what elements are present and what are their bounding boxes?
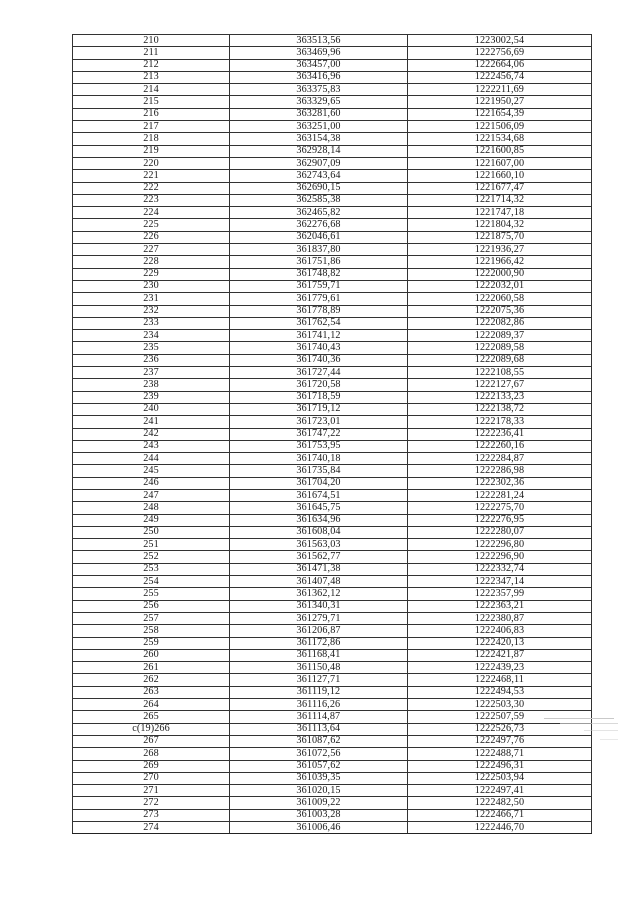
table-row [73, 231, 592, 243]
y-coordinate-cell: 1221950,27 [408, 96, 592, 108]
table-row [73, 157, 592, 169]
table-row [73, 797, 592, 809]
table-row [73, 563, 592, 575]
y-coordinate-cell: 1222756,69 [408, 47, 592, 59]
table-row [73, 428, 592, 440]
point-number-cell: 220 [73, 157, 230, 169]
x-coordinate-cell: 361720,58 [230, 379, 408, 391]
x-coordinate-cell: 361740,43 [230, 342, 408, 354]
table-row [73, 785, 592, 797]
y-coordinate-cell: 1222456,74 [408, 71, 592, 83]
y-coordinate-cell: 1222488,71 [408, 748, 592, 760]
point-number-cell: 274 [73, 822, 230, 834]
point-number-cell: 269 [73, 760, 230, 772]
y-coordinate-cell: 1222421,87 [408, 649, 592, 661]
y-coordinate-cell: 1222286,98 [408, 465, 592, 477]
y-coordinate-cell: 1222275,70 [408, 502, 592, 514]
point-number-cell: 272 [73, 797, 230, 809]
y-coordinate-cell: 1222127,67 [408, 379, 592, 391]
point-number-cell: 227 [73, 244, 230, 256]
x-coordinate-cell: 361150,48 [230, 662, 408, 674]
point-number-cell: 241 [73, 416, 230, 428]
point-number-cell: 256 [73, 600, 230, 612]
point-number-cell: 213 [73, 71, 230, 83]
x-coordinate-cell: 362276,68 [230, 219, 408, 231]
x-coordinate-cell: 363329,65 [230, 96, 408, 108]
x-coordinate-cell: 361562,77 [230, 551, 408, 563]
point-number-cell: 245 [73, 465, 230, 477]
point-number-cell: 267 [73, 735, 230, 747]
table-row [73, 465, 592, 477]
x-coordinate-cell: 363469,96 [230, 47, 408, 59]
y-coordinate-cell: 1222000,90 [408, 268, 592, 280]
point-number-cell: 244 [73, 453, 230, 465]
point-number-cell: 232 [73, 305, 230, 317]
table-row [73, 330, 592, 342]
x-coordinate-cell: 362743,64 [230, 170, 408, 182]
table-row [73, 305, 592, 317]
x-coordinate-cell: 361471,38 [230, 563, 408, 575]
y-coordinate-cell: 1221677,47 [408, 182, 592, 194]
y-coordinate-cell: 1222494,53 [408, 686, 592, 698]
x-coordinate-cell: 363375,83 [230, 84, 408, 96]
point-number-cell: 223 [73, 194, 230, 206]
y-coordinate-cell: 1222363,21 [408, 600, 592, 612]
x-coordinate-cell: 361072,56 [230, 748, 408, 760]
x-coordinate-cell: 361168,41 [230, 649, 408, 661]
table-row [73, 280, 592, 292]
point-number-cell: 235 [73, 342, 230, 354]
x-coordinate-cell: 361057,62 [230, 760, 408, 772]
x-coordinate-cell: 361727,44 [230, 367, 408, 379]
point-number-cell: 271 [73, 785, 230, 797]
point-number-cell: 263 [73, 686, 230, 698]
y-coordinate-cell: 1221875,70 [408, 231, 592, 243]
y-coordinate-cell: 1222482,50 [408, 797, 592, 809]
x-coordinate-cell: 361759,71 [230, 280, 408, 292]
table-row [73, 219, 592, 231]
y-coordinate-cell: 1222260,16 [408, 440, 592, 452]
x-coordinate-cell: 361003,28 [230, 809, 408, 821]
point-number-cell: 258 [73, 625, 230, 637]
y-coordinate-cell: 1222439,23 [408, 662, 592, 674]
x-coordinate-cell: 361723,01 [230, 416, 408, 428]
y-coordinate-cell: 1222211,69 [408, 84, 592, 96]
point-number-cell: 259 [73, 637, 230, 649]
y-coordinate-cell: 1222357,99 [408, 588, 592, 600]
point-number-cell: 250 [73, 526, 230, 538]
table-row [73, 379, 592, 391]
point-number-cell: 246 [73, 477, 230, 489]
table-row [73, 576, 592, 588]
y-coordinate-cell: 1221600,85 [408, 145, 592, 157]
table-row [73, 674, 592, 686]
table-row [73, 699, 592, 711]
point-number-cell: 260 [73, 649, 230, 661]
x-coordinate-cell: 362907,09 [230, 157, 408, 169]
x-coordinate-cell: 363457,00 [230, 59, 408, 71]
point-number-cell: 239 [73, 391, 230, 403]
x-coordinate-cell: 362046,61 [230, 231, 408, 243]
table-row [73, 121, 592, 133]
y-coordinate-cell: 1223002,54 [408, 35, 592, 47]
table-row [73, 600, 592, 612]
x-coordinate-cell: 361740,36 [230, 354, 408, 366]
table-row [73, 108, 592, 120]
point-number-cell: 210 [73, 35, 230, 47]
table-row [73, 145, 592, 157]
table-row [73, 551, 592, 563]
x-coordinate-cell: 363416,96 [230, 71, 408, 83]
table-row [73, 822, 592, 834]
table-row [73, 207, 592, 219]
table-row [73, 47, 592, 59]
y-coordinate-cell: 1222280,07 [408, 526, 592, 538]
point-number-cell: 254 [73, 576, 230, 588]
table-row [73, 244, 592, 256]
table-row [73, 35, 592, 47]
x-coordinate-cell: 362690,15 [230, 182, 408, 194]
point-number-cell: 222 [73, 182, 230, 194]
x-coordinate-cell: 361006,46 [230, 822, 408, 834]
table-row [73, 256, 592, 268]
table-row [73, 637, 592, 649]
y-coordinate-cell: 1222406,83 [408, 625, 592, 637]
x-coordinate-cell: 361608,04 [230, 526, 408, 538]
table-row [73, 96, 592, 108]
y-coordinate-cell: 1222296,80 [408, 539, 592, 551]
x-coordinate-cell: 361741,12 [230, 330, 408, 342]
point-number-cell: 226 [73, 231, 230, 243]
table-row [73, 293, 592, 305]
point-number-cell: 240 [73, 403, 230, 415]
y-coordinate-cell: 1222284,87 [408, 453, 592, 465]
table-row [73, 748, 592, 760]
x-coordinate-cell: 361634,96 [230, 514, 408, 526]
x-coordinate-cell: 361837,80 [230, 244, 408, 256]
y-coordinate-cell: 1222302,36 [408, 477, 592, 489]
table-row [73, 662, 592, 674]
x-coordinate-cell: 361719,12 [230, 403, 408, 415]
x-coordinate-cell: 361778,89 [230, 305, 408, 317]
y-coordinate-cell: 1222133,23 [408, 391, 592, 403]
table-row [73, 502, 592, 514]
point-number-cell: 265 [73, 711, 230, 723]
table-row [73, 317, 592, 329]
x-coordinate-cell: 362465,82 [230, 207, 408, 219]
table-row [73, 268, 592, 280]
x-coordinate-cell: 361748,82 [230, 268, 408, 280]
y-coordinate-cell: 1222082,86 [408, 317, 592, 329]
table-row [73, 526, 592, 538]
x-coordinate-cell: 361674,51 [230, 489, 408, 501]
x-coordinate-cell: 361779,61 [230, 293, 408, 305]
table-row [73, 354, 592, 366]
x-coordinate-cell: 361751,86 [230, 256, 408, 268]
point-number-cell: 231 [73, 293, 230, 305]
point-number-cell: 247 [73, 489, 230, 501]
table-row [73, 133, 592, 145]
table-row [73, 391, 592, 403]
x-coordinate-cell: 362928,14 [230, 145, 408, 157]
y-coordinate-cell: 1222138,72 [408, 403, 592, 415]
x-coordinate-cell: 361362,12 [230, 588, 408, 600]
y-coordinate-cell: 1222497,41 [408, 785, 592, 797]
x-coordinate-cell: 361279,71 [230, 612, 408, 624]
point-number-cell: 225 [73, 219, 230, 231]
table-row [73, 416, 592, 428]
table-row [73, 539, 592, 551]
x-coordinate-cell: 361718,59 [230, 391, 408, 403]
y-coordinate-cell: 1222380,87 [408, 612, 592, 624]
y-coordinate-cell: 1222446,70 [408, 822, 592, 834]
point-number-cell: 214 [73, 84, 230, 96]
x-coordinate-cell: 361020,15 [230, 785, 408, 797]
point-number-cell: 262 [73, 674, 230, 686]
point-number-cell: 229 [73, 268, 230, 280]
point-number-cell: 237 [73, 367, 230, 379]
y-coordinate-cell: 1222032,01 [408, 280, 592, 292]
point-number-cell: 251 [73, 539, 230, 551]
y-coordinate-cell: 1222276,95 [408, 514, 592, 526]
point-number-cell: 268 [73, 748, 230, 760]
y-coordinate-cell: 1222108,55 [408, 367, 592, 379]
point-number-cell: 249 [73, 514, 230, 526]
point-number-cell: 216 [73, 108, 230, 120]
point-number-cell: 238 [73, 379, 230, 391]
point-number-cell: 264 [73, 699, 230, 711]
table-row [73, 403, 592, 415]
x-coordinate-cell: 361340,31 [230, 600, 408, 612]
y-coordinate-cell: 1222507,59 [408, 711, 592, 723]
coordinates-table [72, 34, 592, 834]
x-coordinate-cell: 361087,62 [230, 735, 408, 747]
point-number-cell: 215 [73, 96, 230, 108]
table-row [73, 711, 592, 723]
x-coordinate-cell: 361753,95 [230, 440, 408, 452]
y-coordinate-cell: 1222281,24 [408, 489, 592, 501]
y-coordinate-cell: 1222503,30 [408, 699, 592, 711]
point-number-cell: 218 [73, 133, 230, 145]
x-coordinate-cell: 361740,18 [230, 453, 408, 465]
point-number-cell: 219 [73, 145, 230, 157]
table-row [73, 625, 592, 637]
y-coordinate-cell: 1222420,13 [408, 637, 592, 649]
y-coordinate-cell: 1222526,73 [408, 723, 592, 735]
x-coordinate-cell: 361113,64 [230, 723, 408, 735]
y-coordinate-cell: 1221804,32 [408, 219, 592, 231]
coordinates-table-body [73, 35, 592, 834]
y-coordinate-cell: 1221660,10 [408, 170, 592, 182]
table-row [73, 477, 592, 489]
point-number-cell: 255 [73, 588, 230, 600]
x-coordinate-cell: 361563,03 [230, 539, 408, 551]
table-row [73, 453, 592, 465]
x-coordinate-cell: 361009,22 [230, 797, 408, 809]
x-coordinate-cell: 361116,26 [230, 699, 408, 711]
y-coordinate-cell: 1222296,90 [408, 551, 592, 563]
point-number-cell: 224 [73, 207, 230, 219]
point-number-cell: 242 [73, 428, 230, 440]
y-coordinate-cell: 1222496,31 [408, 760, 592, 772]
point-number-cell: 228 [73, 256, 230, 268]
point-number-cell: 217 [73, 121, 230, 133]
y-coordinate-cell: 1221747,18 [408, 207, 592, 219]
point-number-cell: 236 [73, 354, 230, 366]
x-coordinate-cell: 361114,87 [230, 711, 408, 723]
x-coordinate-cell: 361747,22 [230, 428, 408, 440]
table-row [73, 489, 592, 501]
point-number-cell: 261 [73, 662, 230, 674]
x-coordinate-cell: 361704,20 [230, 477, 408, 489]
x-coordinate-cell: 361127,71 [230, 674, 408, 686]
table-row [73, 170, 592, 182]
point-number-cell: 270 [73, 772, 230, 784]
y-coordinate-cell: 1221534,68 [408, 133, 592, 145]
y-coordinate-cell: 1222497,76 [408, 735, 592, 747]
table-row [73, 649, 592, 661]
y-coordinate-cell: 1222089,37 [408, 330, 592, 342]
x-coordinate-cell: 361119,12 [230, 686, 408, 698]
x-coordinate-cell: 363281,60 [230, 108, 408, 120]
x-coordinate-cell: 363513,56 [230, 35, 408, 47]
point-number-cell: 233 [73, 317, 230, 329]
table-row [73, 194, 592, 206]
point-number-cell: 273 [73, 809, 230, 821]
y-coordinate-cell: 1222503,94 [408, 772, 592, 784]
x-coordinate-cell: 361039,35 [230, 772, 408, 784]
table-row [73, 342, 592, 354]
x-coordinate-cell: 361172,86 [230, 637, 408, 649]
y-coordinate-cell: 1221714,32 [408, 194, 592, 206]
point-number-cell: 257 [73, 612, 230, 624]
table-row [73, 71, 592, 83]
table-row [73, 809, 592, 821]
point-number-cell: 212 [73, 59, 230, 71]
y-coordinate-cell: 1222089,58 [408, 342, 592, 354]
x-coordinate-cell: 361762,54 [230, 317, 408, 329]
point-number-cell: 211 [73, 47, 230, 59]
point-number-cell: 252 [73, 551, 230, 563]
y-coordinate-cell: 1222060,58 [408, 293, 592, 305]
x-coordinate-cell: 363251,00 [230, 121, 408, 133]
table-row [73, 84, 592, 96]
point-number-cell: 230 [73, 280, 230, 292]
table-row [73, 588, 592, 600]
point-number-cell: 253 [73, 563, 230, 575]
table-row [73, 723, 592, 735]
point-number-cell: c(19)266 [73, 723, 230, 735]
y-coordinate-cell: 1222178,33 [408, 416, 592, 428]
y-coordinate-cell: 1221506,09 [408, 121, 592, 133]
y-coordinate-cell: 1221936,27 [408, 244, 592, 256]
point-number-cell: 248 [73, 502, 230, 514]
y-coordinate-cell: 1222468,11 [408, 674, 592, 686]
point-number-cell: 234 [73, 330, 230, 342]
table-row [73, 59, 592, 71]
x-coordinate-cell: 361735,84 [230, 465, 408, 477]
y-coordinate-cell: 1222089,68 [408, 354, 592, 366]
table-row [73, 735, 592, 747]
x-coordinate-cell: 361407,48 [230, 576, 408, 588]
table-row [73, 686, 592, 698]
y-coordinate-cell: 1222466,71 [408, 809, 592, 821]
x-coordinate-cell: 363154,38 [230, 133, 408, 145]
y-coordinate-cell: 1222664,06 [408, 59, 592, 71]
table-row [73, 182, 592, 194]
y-coordinate-cell: 1222236,41 [408, 428, 592, 440]
table-row [73, 760, 592, 772]
y-coordinate-cell: 1222075,36 [408, 305, 592, 317]
point-number-cell: 243 [73, 440, 230, 452]
y-coordinate-cell: 1221607,00 [408, 157, 592, 169]
x-coordinate-cell: 361206,87 [230, 625, 408, 637]
table-row [73, 514, 592, 526]
table-row [73, 772, 592, 784]
table-row [73, 440, 592, 452]
table-row [73, 367, 592, 379]
x-coordinate-cell: 362585,38 [230, 194, 408, 206]
y-coordinate-cell: 1221654,39 [408, 108, 592, 120]
x-coordinate-cell: 361645,75 [230, 502, 408, 514]
point-number-cell: 221 [73, 170, 230, 182]
y-coordinate-cell: 1222332,74 [408, 563, 592, 575]
table-row [73, 612, 592, 624]
y-coordinate-cell: 1221966,42 [408, 256, 592, 268]
y-coordinate-cell: 1222347,14 [408, 576, 592, 588]
